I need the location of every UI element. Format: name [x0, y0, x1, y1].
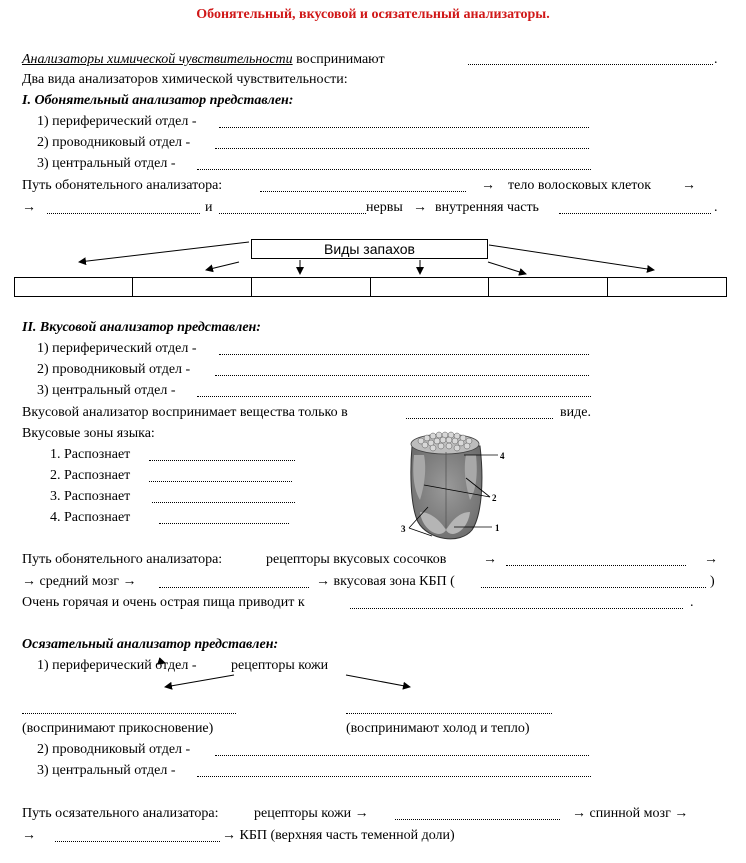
taste-zone-1: 1. Распознает: [50, 447, 131, 462]
olf-path-blank-2[interactable]: [47, 213, 200, 214]
arrow-icon: →: [682, 178, 696, 193]
touch-skin-receptors: рецепторы кожи: [231, 658, 329, 673]
tongue-label-4: 4: [500, 451, 505, 461]
touch-heading: Осязательный анализатор представлен:: [22, 637, 279, 652]
olf-path-period: .: [714, 200, 718, 215]
chem-period: .: [714, 52, 718, 67]
taste-p1-blank[interactable]: [219, 354, 589, 355]
taste-p3: 3) центральный отдел -: [37, 383, 176, 398]
taste-zone-2: 2. Распознает: [50, 468, 131, 483]
taste-zones-label: Вкусовые зоны языка:: [22, 426, 155, 441]
arrow-icon: →: [483, 552, 497, 567]
taste-path-blank-1[interactable]: [506, 565, 686, 566]
odor-cell-2[interactable]: [132, 277, 252, 297]
taste-zone-3-blank[interactable]: [152, 502, 295, 503]
taste-p2: 2) проводниковый отдел -: [37, 362, 191, 377]
olf-inner-part: внутренняя часть: [435, 200, 539, 215]
odor-types-box: Виды запахов: [251, 239, 488, 259]
touch-path-blank-2[interactable]: [55, 841, 220, 842]
touch-path-label: Путь осязательного анализатора:: [22, 806, 219, 821]
olf-path-label: Путь обонятельного анализатора:: [22, 178, 223, 193]
odor-cell-6[interactable]: [607, 277, 727, 297]
taste-zone-4: 4. Распознает: [50, 510, 131, 525]
odor-cell-3[interactable]: [251, 277, 371, 297]
olf-p1-blank[interactable]: [219, 127, 589, 128]
taste-close-paren: ): [710, 574, 715, 589]
taste-zone-3: 3. Распознает: [50, 489, 131, 504]
taste-zone-2-blank[interactable]: [149, 481, 292, 482]
arrow-icon: →: [481, 178, 495, 193]
arrow-icon: →: [22, 828, 36, 843]
chem-rest: воспринимают: [296, 52, 385, 67]
olf-path-blank-1[interactable]: [260, 191, 466, 192]
olf-heading: I. Обонятельный анализатор представлен:: [22, 93, 294, 108]
touch-note-left: (воспринимают прикосновение): [22, 721, 214, 736]
taste-hot-period: .: [690, 595, 694, 610]
taste-midbrain: → средний мозг →: [22, 574, 137, 589]
taste-zone-4-blank[interactable]: [159, 523, 289, 524]
odor-cell-1[interactable]: [14, 277, 133, 297]
tongue-label-1: 1: [495, 523, 500, 533]
olf-path-blank-4[interactable]: [559, 213, 711, 214]
arrow-icon: →: [413, 200, 427, 215]
chem-blank[interactable]: [468, 64, 713, 65]
odor-cell-5[interactable]: [488, 277, 608, 297]
olf-path-blank-3[interactable]: [219, 213, 366, 214]
olf-nerves: нервы: [366, 200, 403, 215]
taste-hot-food: Очень горячая и очень острая пища приводит к: [22, 595, 305, 610]
touch-p2-blank[interactable]: [215, 755, 589, 756]
olf-p1: 1) периферический отдел -: [37, 114, 197, 129]
page-title: Обонятельный, вкусовой и осязательный анализаторы.: [196, 7, 550, 22]
chem-term: Анализаторы химической чувствительности: [22, 52, 293, 67]
olf-hair-cells: тело волосковых клеток: [508, 178, 652, 193]
touch-kbp: → КБП (верхняя часть теменной доли): [222, 828, 455, 843]
touch-path-blank-1[interactable]: [395, 819, 560, 820]
touch-path-receptors: рецепторы кожи →: [254, 806, 369, 821]
taste-dissolved-a: Вкусовой анализатор воспринимает вещества только в: [22, 405, 348, 420]
olf-p3-blank[interactable]: [197, 169, 591, 170]
tongue-label-3: 3: [401, 524, 406, 534]
taste-receptors: рецепторы вкусовых сосочков: [266, 552, 447, 567]
touch-p1: 1) периферический отдел -: [37, 658, 197, 673]
taste-path-label: Путь обонятельного анализатора:: [22, 552, 223, 567]
arrow-icon: →: [22, 200, 36, 215]
touch-blank-left[interactable]: [22, 713, 236, 714]
touch-blank-right[interactable]: [346, 713, 552, 714]
touch-p2: 2) проводниковый отдел -: [37, 742, 191, 757]
touch-p3-blank[interactable]: [197, 776, 591, 777]
olf-p2-blank[interactable]: [215, 148, 589, 149]
touch-note-right: (воспринимают холод и тепло): [346, 721, 530, 736]
tongue-label-2: 2: [492, 493, 497, 503]
touch-p3: 3) центральный отдел -: [37, 763, 176, 778]
taste-p3-blank[interactable]: [197, 396, 591, 397]
taste-dissolved-b: виде.: [560, 405, 591, 420]
touch-spinal: → спинной мозг →: [572, 806, 689, 821]
taste-p1: 1) периферический отдел -: [37, 341, 197, 356]
olf-p2: 2) проводниковый отдел -: [37, 135, 191, 150]
taste-dissolved-blank[interactable]: [406, 418, 553, 419]
taste-zone-kbp: → вкусовая зона КБП (: [316, 574, 455, 589]
two-types-line: Два вида анализаторов химической чувствительности:: [22, 72, 348, 87]
chem-line: [22, 52, 385, 68]
taste-zone-1-blank[interactable]: [149, 460, 295, 461]
taste-hot-food-blank[interactable]: [350, 608, 683, 609]
taste-p2-blank[interactable]: [215, 375, 589, 376]
odor-cell-4[interactable]: [370, 277, 489, 297]
arrow-icon: →: [704, 552, 718, 567]
taste-path-blank-2[interactable]: [159, 587, 309, 588]
olf-and: и: [205, 200, 213, 215]
olf-p3: 3) центральный отдел -: [37, 156, 176, 171]
taste-path-blank-3[interactable]: [481, 587, 706, 588]
taste-heading: II. Вкусовой анализатор представлен:: [22, 320, 261, 335]
